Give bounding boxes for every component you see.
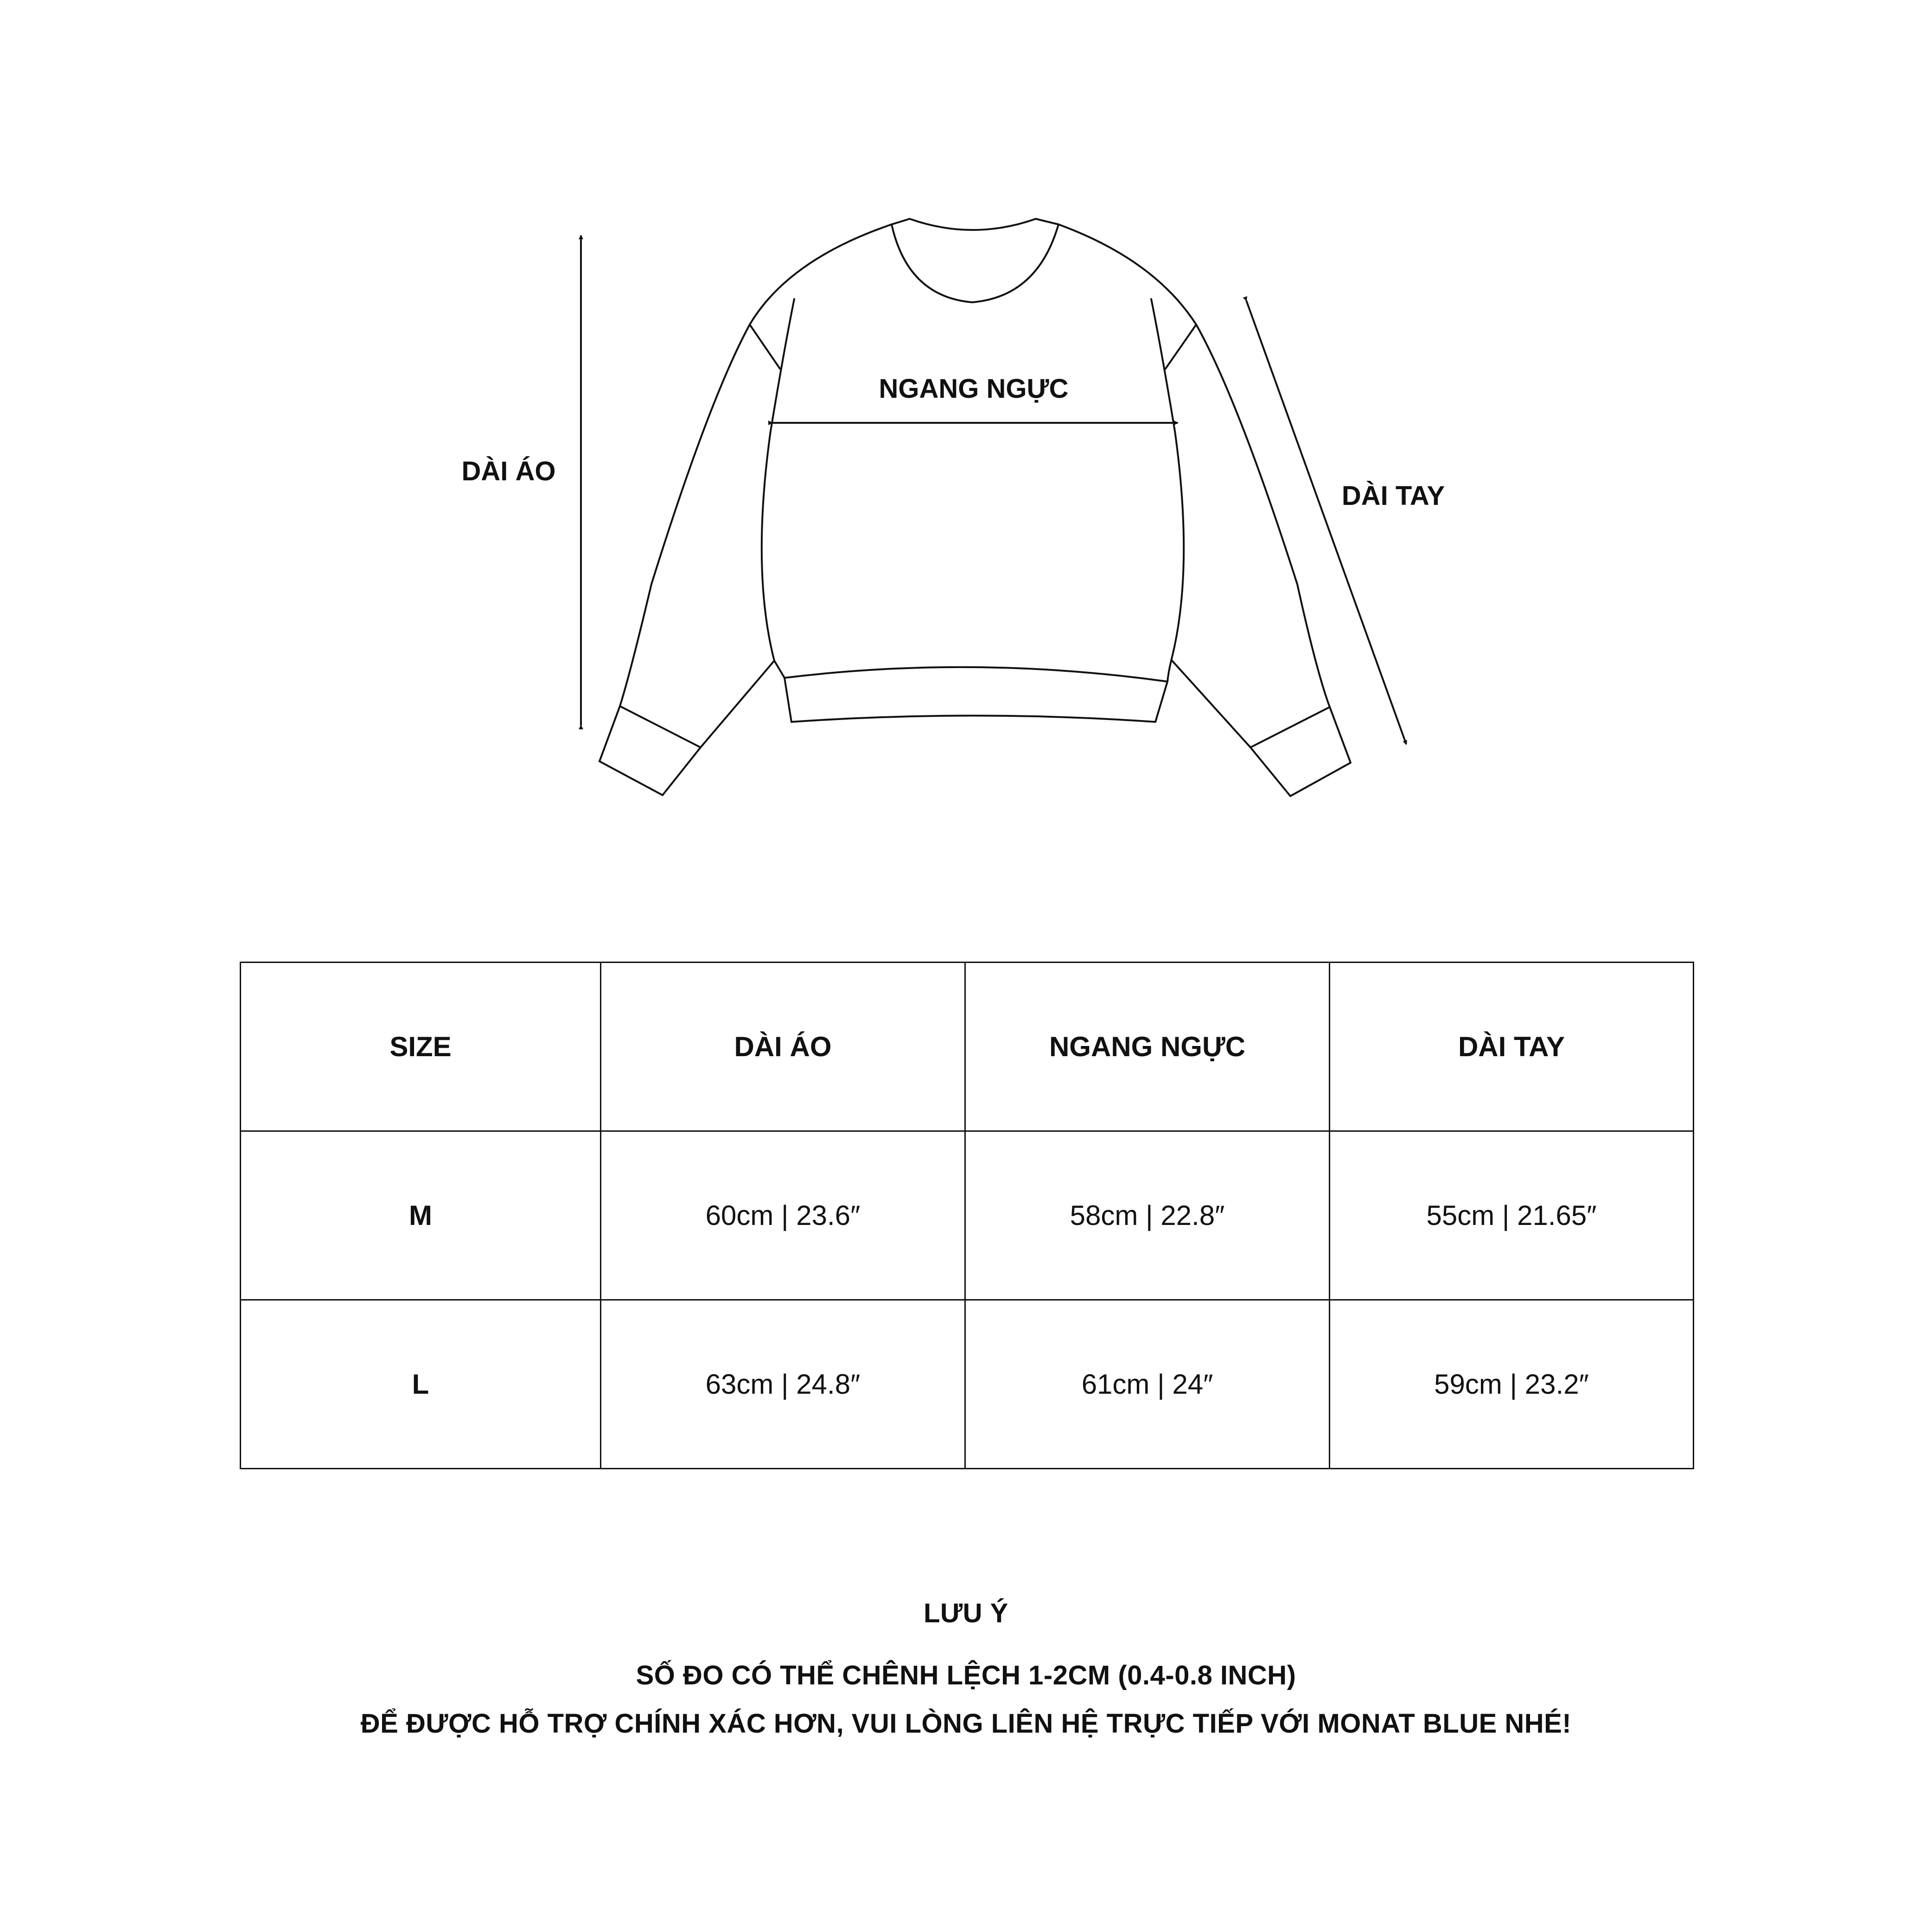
right-shoulder	[1058, 224, 1196, 325]
collar-outer	[910, 219, 1036, 230]
left-shoulder	[750, 224, 892, 325]
size-table	[240, 962, 1694, 1469]
header-size: SIZE	[241, 963, 601, 1131]
chest-label: NGANG NGỰC	[879, 374, 1069, 404]
sweater-outline	[599, 219, 1351, 796]
note-line-contact: ĐỂ ĐƯỢC HỖ TRỢ CHÍNH XÁC HƠN, VUI LÒNG LIÊN HỆ TRỰC TIẾP VỚI MONAT BLUE NHÉ!	[360, 1709, 1572, 1739]
collar-left-edge	[892, 219, 910, 224]
right-sleeve-inner	[1172, 661, 1250, 747]
right-sleeve-outer	[1196, 325, 1330, 707]
note-title: LƯU Ý	[924, 1598, 1008, 1628]
sleeve-cell: 55cm | 21.65″	[1330, 1131, 1694, 1300]
sleeve-arrow	[1246, 300, 1406, 744]
header-length: DÀI ÁO	[601, 963, 965, 1131]
size-cell: L	[241, 1300, 601, 1469]
table-header-row	[241, 963, 1694, 1131]
sleeve-label: DÀI TAY	[1341, 481, 1445, 511]
chest-cell: 61cm | 24″	[965, 1300, 1330, 1469]
collar-inner	[892, 224, 1058, 302]
collar-right-edge	[1036, 219, 1058, 224]
length-cell: 60cm | 23.6″	[601, 1131, 965, 1300]
header-chest: NGANG NGỰC	[965, 963, 1330, 1131]
right-armhole	[1166, 325, 1196, 369]
hem-bottom	[791, 716, 1155, 722]
length-label: DÀI ÁO	[461, 456, 556, 486]
hem-left-edge	[784, 678, 791, 722]
chest-cell: 58cm | 22.8″	[965, 1131, 1330, 1300]
body-right-side	[1151, 299, 1184, 682]
right-cuff	[1250, 707, 1351, 796]
note-line-tolerance: SỐ ĐO CÓ THỂ CHÊNH LỆCH 1-2CM (0.4-0.8 INCH)	[636, 1660, 1296, 1690]
hem-right-edge	[1155, 682, 1167, 722]
left-sleeve-inner	[701, 661, 774, 747]
table-row	[241, 1131, 1694, 1300]
table-row	[241, 1300, 1694, 1469]
hem-top	[784, 667, 1167, 682]
sleeve-cell: 59cm | 23.2″	[1330, 1300, 1694, 1469]
body-left-side	[762, 299, 794, 678]
length-cell: 63cm | 24.8″	[601, 1300, 965, 1469]
sweater-diagram	[0, 0, 1932, 835]
header-sleeve: DÀI TAY	[1330, 963, 1694, 1131]
left-armhole	[750, 325, 780, 369]
left-sleeve-outer	[620, 325, 750, 706]
size-cell: M	[241, 1131, 601, 1300]
left-cuff	[599, 706, 701, 795]
